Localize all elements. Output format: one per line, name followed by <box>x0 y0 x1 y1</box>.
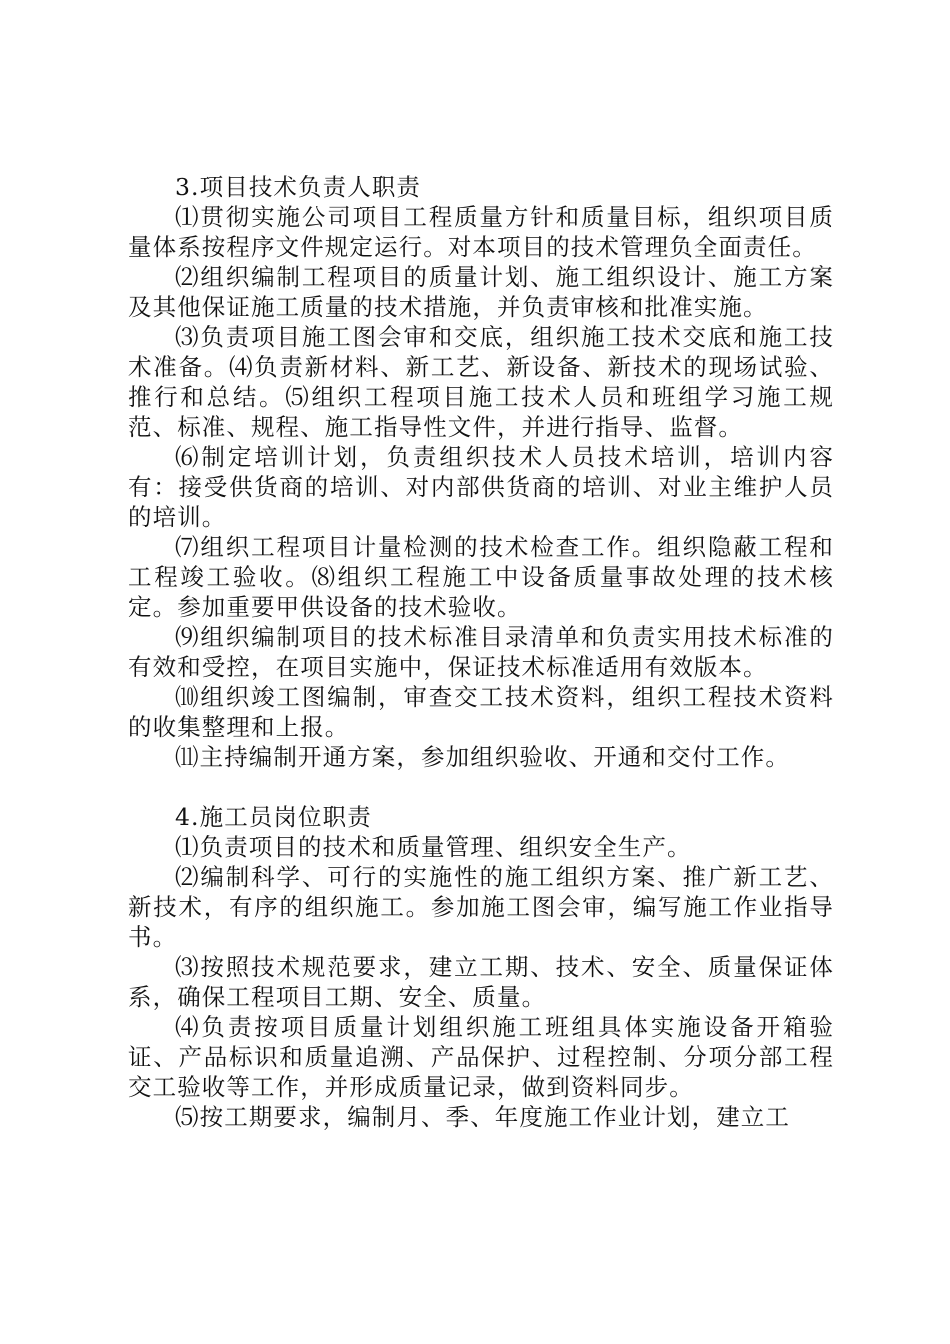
paragraph: ⑽组织竣工图编制，审查交工技术资料，组织工程技术资料的收集整理和上报。 <box>128 683 834 741</box>
paragraph: ⑷负责按项目质量计划组织施工班组具体实施设备开箱验证、产品标识和质量追溯、产品保护、过程控制、分项分部工程交工验收等工作，并形成质量记录，做到资料同步。 <box>128 1013 834 1101</box>
paragraph: ⑸按工期要求，编制月、季、年度施工作业计划，建立工 <box>175 1103 790 1131</box>
paragraph: ⑼组织编制项目的技术标准目录清单和负责实用技术标准的有效和受控，在项目实施中，保证技术标准适用有效版本。 <box>128 623 834 681</box>
paragraph: ⑺组织工程项目计量检测的技术检查工作。组织隐蔽工程和工程竣工验收。⑻组织工程施工中设备质量事故处理的技术核定。参加重要甲供设备的技术验收。 <box>128 533 834 621</box>
paragraph: ⑵编制科学、可行的实施性的施工组织方案、推广新工艺、新技术，有序的组织施工。参加施工图会审，编写施工作业指导书。 <box>128 863 834 951</box>
section-heading: 4.施工员岗位职责 <box>175 803 372 831</box>
paragraph: ⑾主持编制开通方案，参加组织验收、开通和交付工作。 <box>175 743 790 771</box>
paragraph: ⑴负责项目的技术和质量管理、组织安全生产。 <box>175 833 692 861</box>
paragraph: ⑹制定培训计划，负责组织技术人员技术培训，培训内容有：接受供货商的培训、对内部供货商的培训、对业主维护人员的培训。 <box>128 443 834 531</box>
paragraph: ⑶按照技术规范要求，建立工期、技术、安全、质量保证体系，确保工程项目工期、安全、质量。 <box>128 953 834 1011</box>
paragraph: ⑶负责项目施工图会审和交底，组织施工技术交底和施工技术准备。⑷负责新材料、新工艺、新设备、新技术的现场试验、推行和总结。⑸组织工程项目施工技术人员和班组学习施工规范、标准、规程、施工指导性文件，并进行指导、监督。 <box>128 323 834 441</box>
section-project-technical-lead <box>128 172 834 772</box>
section-heading: 3.项目技术负责人职责 <box>175 173 422 201</box>
paragraph: ⑴贯彻实施公司项目工程质量方针和质量目标，组织项目质量体系按程序文件规定运行。对本项目的技术管理负全面责任。 <box>128 203 834 261</box>
section-construction-staff <box>128 802 834 1132</box>
document-page <box>128 172 834 1132</box>
paragraph: ⑵组织编制工程项目的质量计划、施工组织设计、施工方案及其他保证施工质量的技术措施，并负责审核和批准实施。 <box>128 263 834 321</box>
